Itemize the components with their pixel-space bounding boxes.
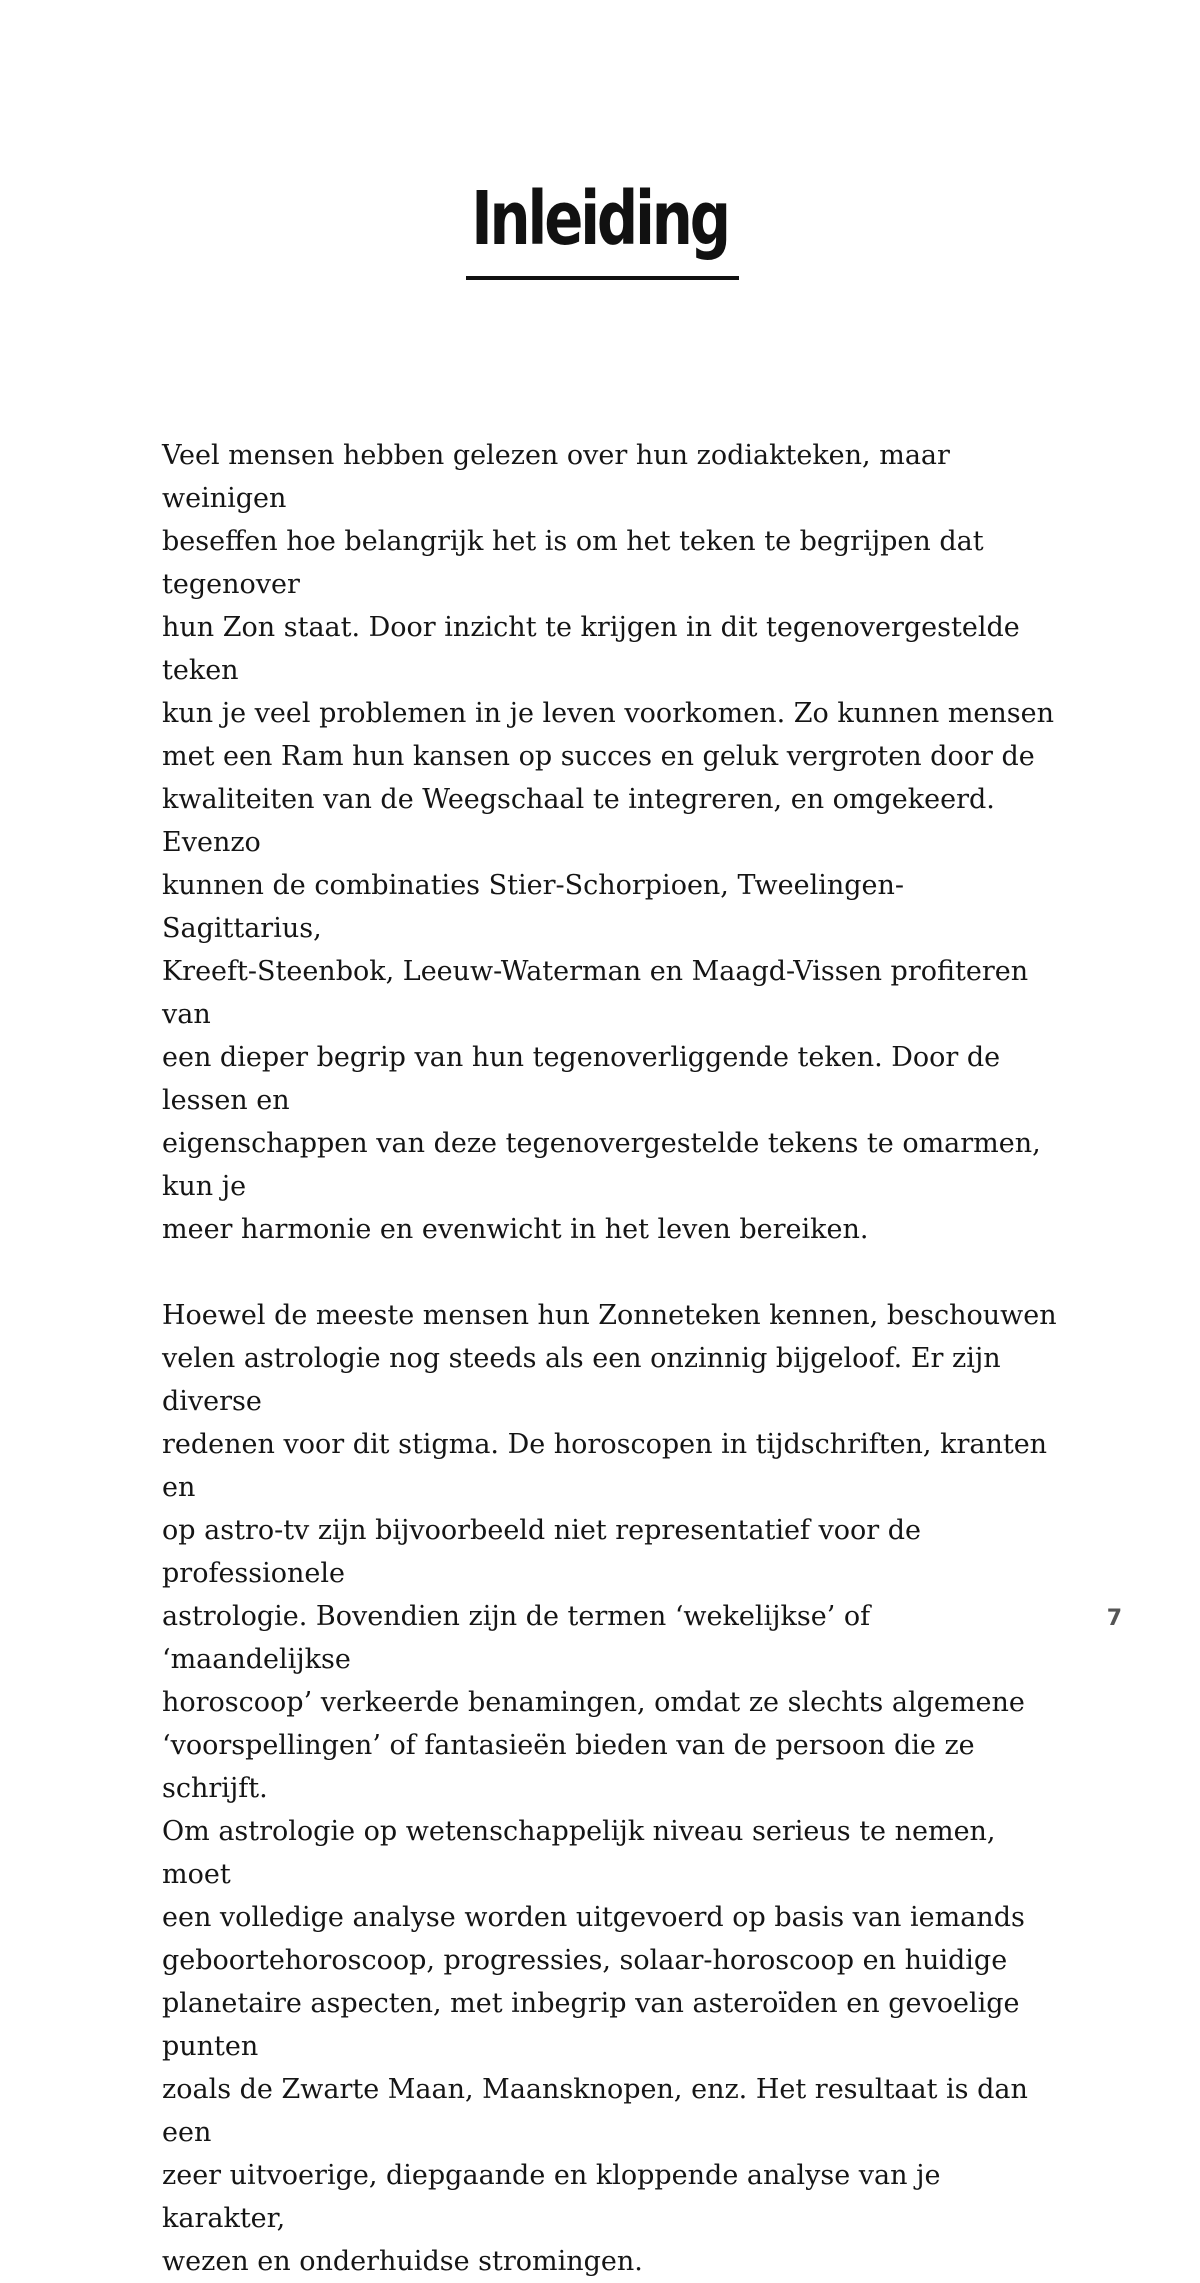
- title-underline-divider: [466, 276, 739, 280]
- chapter-title: Inleiding: [471, 176, 729, 262]
- paragraph-1: Veel mensen hebben gelezen over hun zodiakteken, maar weinigen beseffen hoe belangrijk het is om het teken te begrijpen dat tegenover hun Zon staat. Door inzicht te krijgen in dit tegenovergestelde teken kun je veel problemen in je leven voorkomen. Zo kunnen mensen met een Ram hun kansen op succes en geluk vergroten door de kwaliteiten van de Weegschaal te integreren, en omgekeerd. Evenzo kunnen de combinaties Stier-Schorpioen, Tweelingen-Sagittarius, Kreeft-Steenbok, Leeuw-Waterman en Maagd-Vissen profiteren van een dieper begrip van hun tegenoverliggende teken. Door de lessen en eigenschappen van deze tegenovergestelde tekens te omarmen, kun je meer harmonie en evenwicht in het leven bereiken.: [162, 440, 1055, 1245]
- body-text: [162, 434, 1062, 2283]
- paragraph-2: Hoewel de meeste mensen hun Zonneteken kennen, beschouwen velen astrologie nog steeds als een onzinnig bijgeloof. Er zijn diverse redenen voor dit stigma. De horoscopen in tijdschriften, kranten en op astro-tv zijn bijvoorbeeld niet representatief voor de professionele astrologie. Bovendien zijn de termen ‘wekelijkse’ of ‘maandelijkse horoscoop’ verkeerde benamingen, omdat ze slechts algemene ‘voorspellingen’ of fantasieën bieden van de persoon die ze schrijft. Om astrologie op wetenschappelijk niveau serieus te nemen, moet een volledige analyse worden uitgevoerd op basis van iemands geboortehoroscoop, progressies, solaar-horoscoop en huidige planetaire aspecten, met inbegrip van asteroïden en gevoelige punten zoals de Zwarte Maan, Maansknopen, enz. Het resultaat is dan een zeer uitvoerige, diepgaande en kloppende analyse van je karakter, wezen en onderhuidse stromingen.: [162, 1300, 1057, 2277]
- chapter-heading: [0, 176, 1200, 262]
- page-number: 7: [1106, 1606, 1122, 1631]
